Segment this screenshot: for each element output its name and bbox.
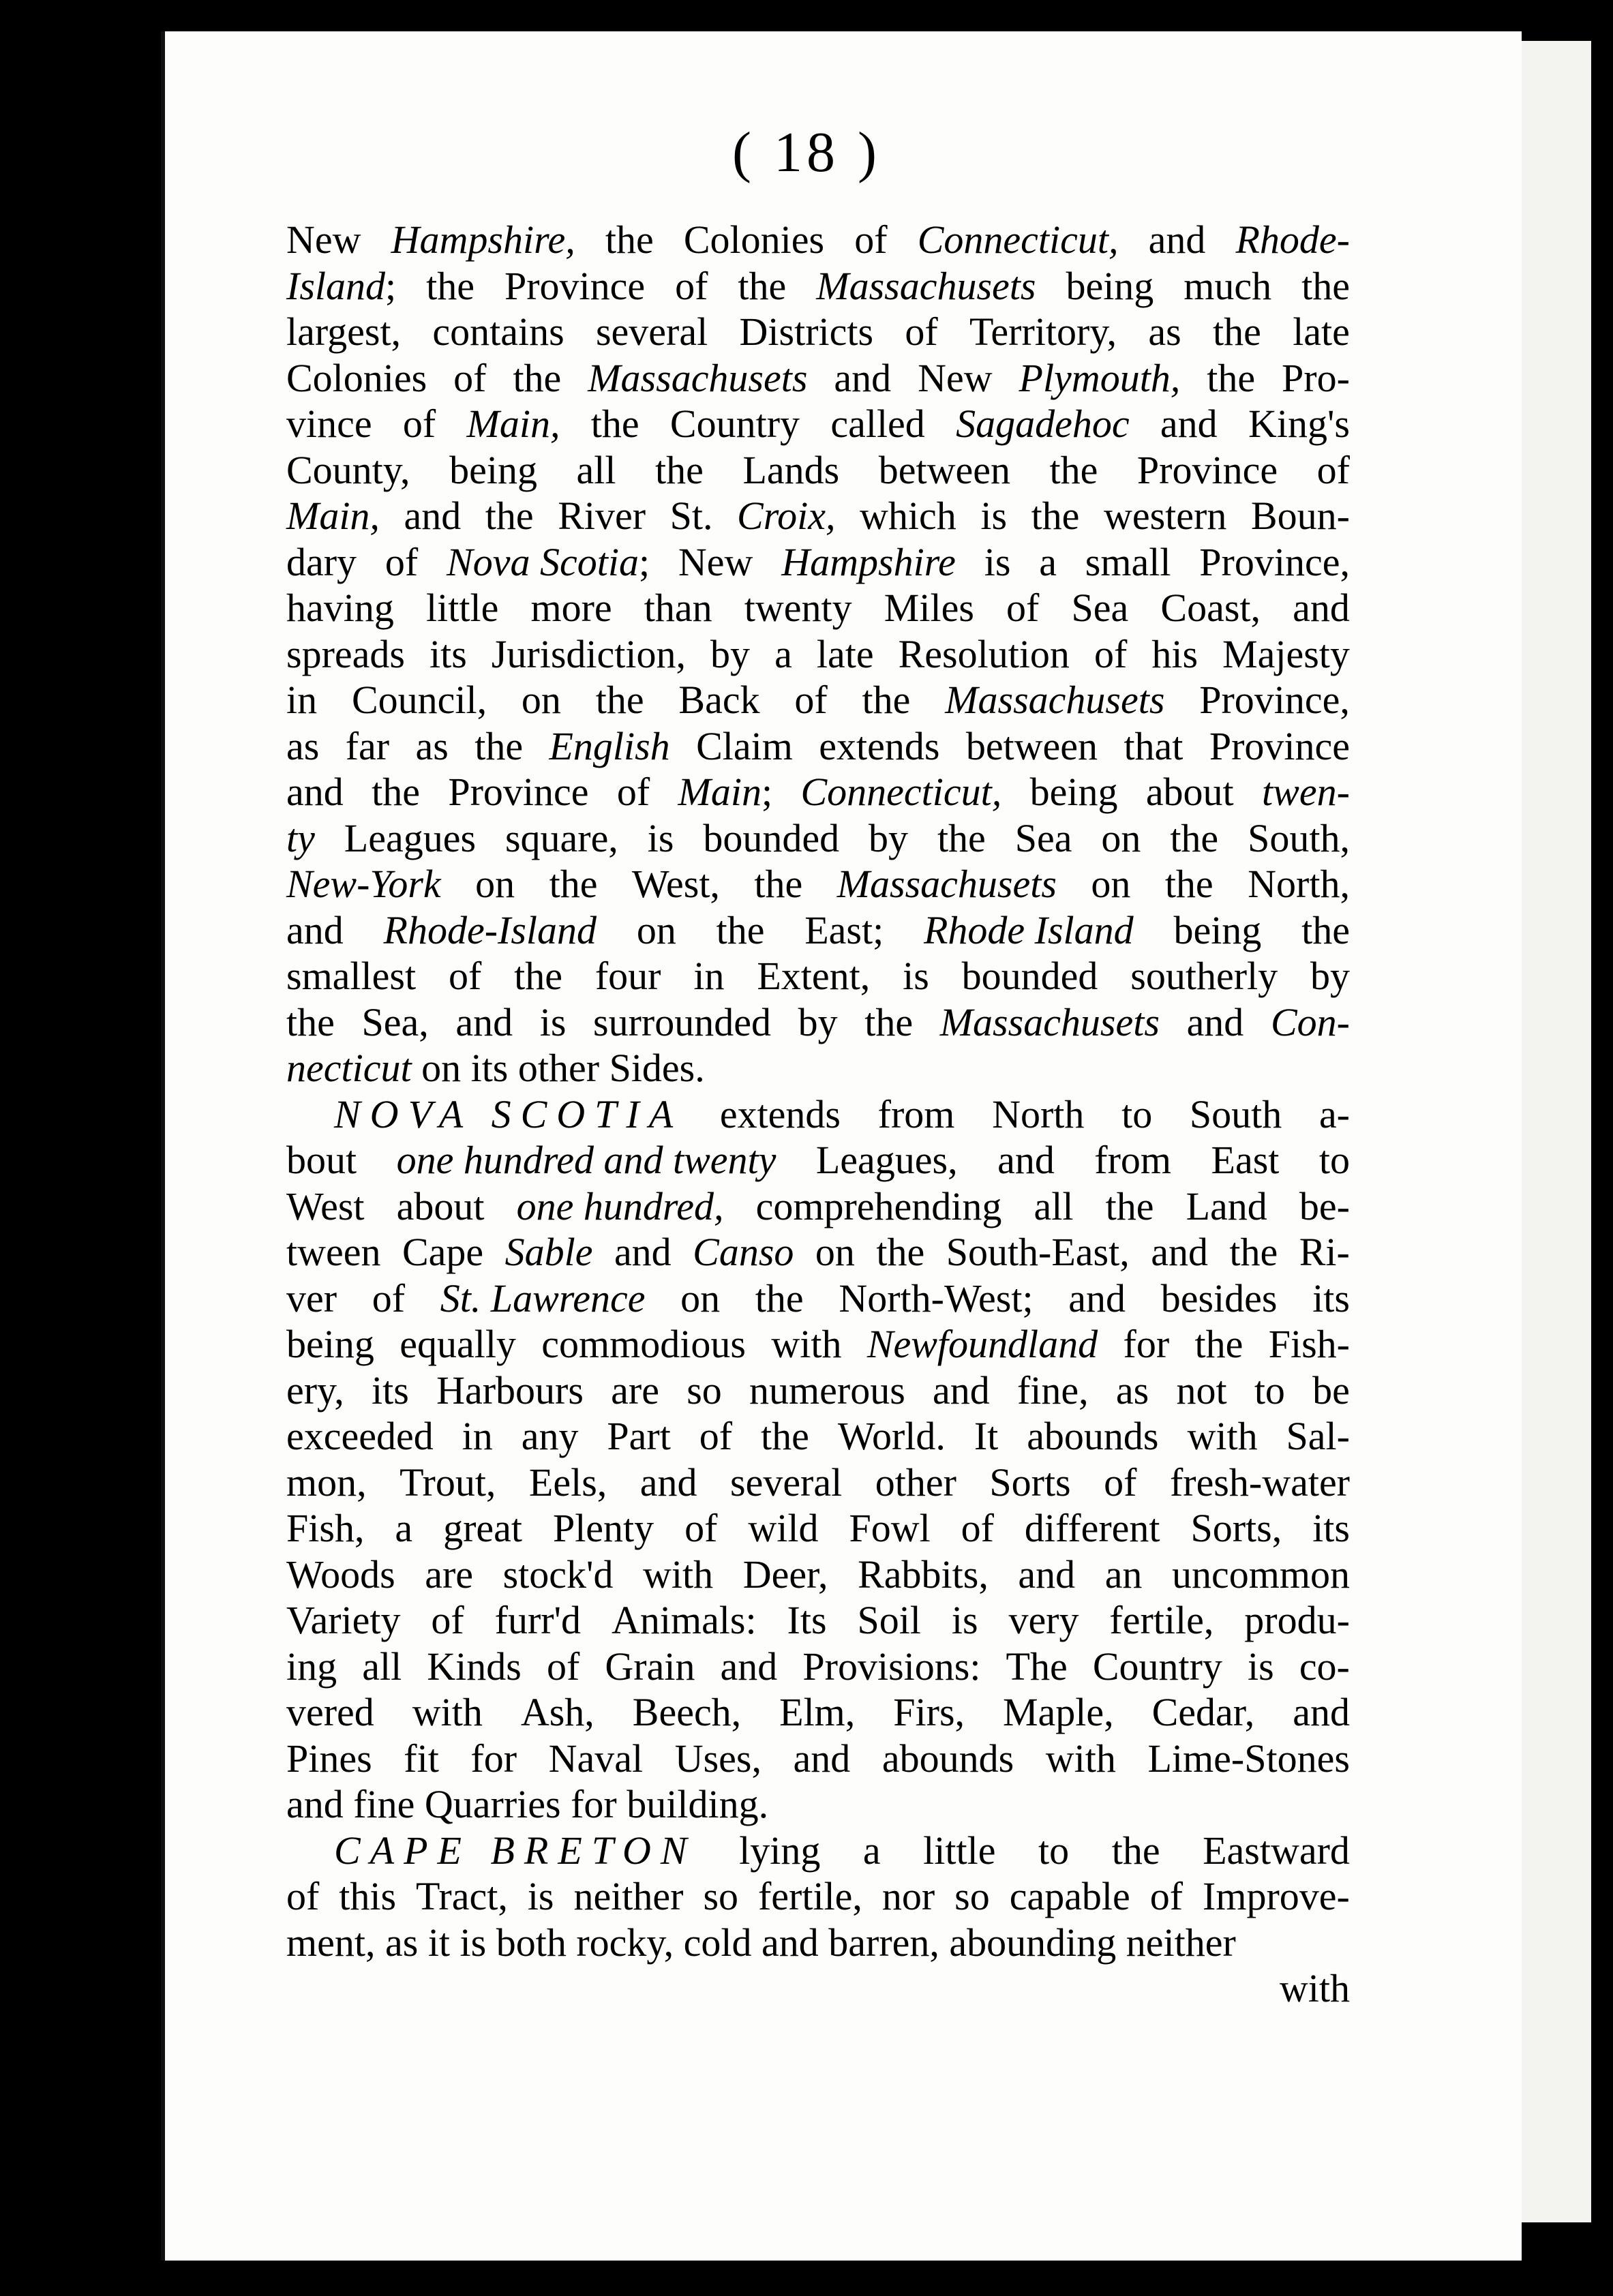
text-line: having little more than twenty Miles of Sea Coast, and [286,586,1350,630]
text-line: dary of Nova Scotia; New Hampshire is a small Province, [286,539,1350,584]
text-line: NOVA SCOTIA extends from North to South a- [334,1091,1350,1136]
text-line: New-York on the West, the Massachusets on the North, [286,862,1350,906]
text-line: New Hampshire, the Colonies of Connecticut, and Rhode- [286,217,1350,262]
text-line: ty Leagues square, is bounded by the Sea on the South, [286,815,1350,860]
text-line: Island; the Province of the Massachusets being much the [286,263,1350,308]
text-line: the Sea, and is surrounded by the Massachusets and Con- [286,999,1350,1044]
text-line: spreads its Jurisdiction, by a late Resolution of his Majesty [286,631,1350,676]
text-line: CAPE BRETON lying a little to the Eastward [334,1828,1350,1873]
text-line: smallest of the four in Extent, is bounded southerly by [286,954,1350,998]
text-line: and the Province of Main; Connecticut, being about twen- [286,770,1350,814]
text-line: ver of St. Lawrence on the North-West; and besides its [286,1275,1350,1320]
text-line: ment, as it is both rocky, cold and barren, abounding neither [286,1920,1236,1965]
page-number: ( 18 ) [732,121,881,184]
text-line: Colonies of the Massachusets and New Plymouth, the Pro- [286,355,1350,400]
text-line: and Rhode-Island on the East; Rhode Island being the [286,907,1350,952]
text-line: in Council, on the Back of the Massachusets Province, [286,678,1350,722]
text-line: being equally commodious with Newfoundland for the Fish- [286,1322,1350,1366]
text-line: necticut on its other Sides. [286,1046,705,1090]
text-line: ery, its Harbours are so numerous and fine, as not to be [286,1368,1350,1413]
text-line: of this Tract, is neither so fertile, nor so capable of Improve- [286,1874,1350,1918]
text-line: tween Cape Sable and Canso on the South-East, and the Ri- [286,1230,1350,1274]
text-line: West about one hundred, comprehending all the Land be- [286,1183,1350,1228]
text-line: Pines fit for Naval Uses, and abounds with Lime-Stones [286,1736,1350,1781]
text-line: exceeded in any Part of the World. It abounds with Sal- [286,1414,1350,1458]
text-line: as far as the English Claim extends between that Province [286,723,1350,768]
text-line: mon, Trout, Eels, and several other Sorts of fresh-water [286,1460,1350,1505]
text-line: Fish, a great Plenty of wild Fowl of different Sorts, its [286,1506,1350,1550]
text-line: Variety of furr'd Animals: Its Soil is very fertile, produ- [286,1598,1350,1642]
text-line: bout one hundred and twenty Leagues, and from East to [286,1138,1350,1182]
text-line: Main, and the River St. Croix, which is the western Boun- [286,494,1350,538]
text-line: largest, contains several Districts of Territory, as the late [286,309,1350,354]
body-text [286,217,1350,2012]
catchword: with [1279,1966,1350,2010]
text-line: County, being all the Lands between the Province of [286,447,1350,492]
text-line: ing all Kinds of Grain and Provisions: The Country is co- [286,1644,1350,1689]
text-line: vince of Main, the Country called Sagadehoc and King's [286,402,1350,446]
text-line: and fine Quarries for building. [286,1782,769,1826]
text-line: vered with Ash, Beech, Elm, Firs, Maple, Cedar, and [286,1690,1350,1734]
text-line: Woods are stock'd with Deer, Rabbits, and an uncommon [286,1552,1350,1597]
